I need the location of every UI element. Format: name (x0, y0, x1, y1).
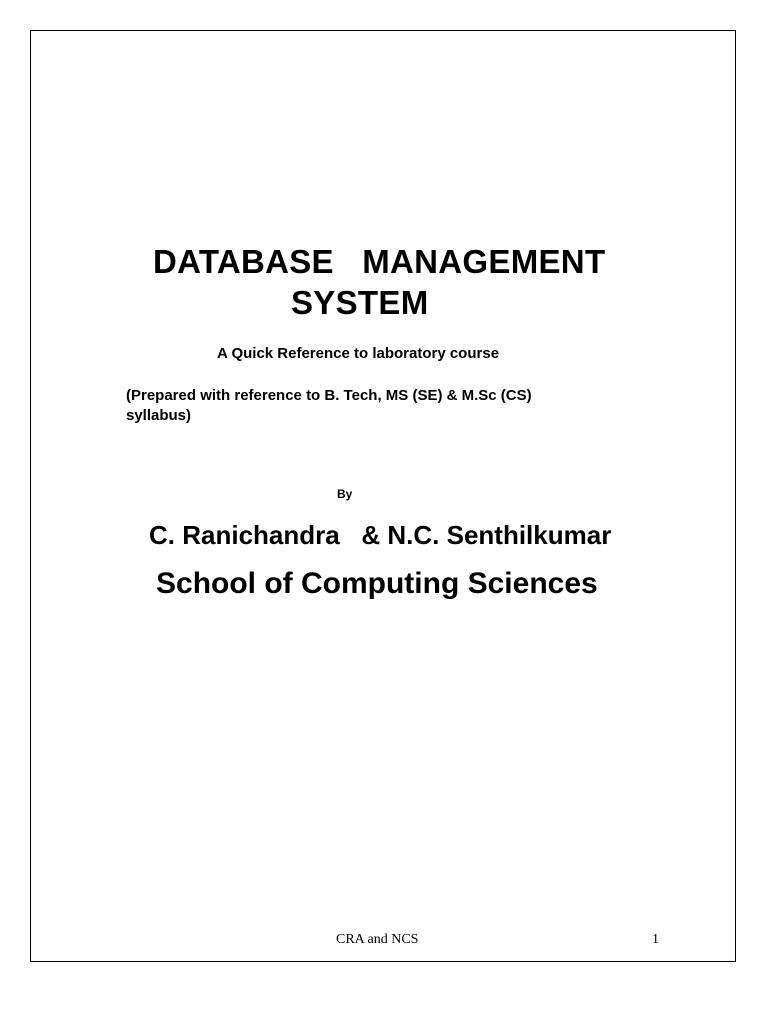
prepared-note-line-1: (Prepared with reference to B. Tech, MS (SE) & M.Sc (CS) (126, 387, 532, 404)
title-line-1: DATABASE MANAGEMENT (153, 243, 606, 280)
subtitle: A Quick Reference to laboratory course (217, 345, 500, 362)
school-name: School of Computing Sciences (156, 567, 598, 600)
footer-text: CRA and NCS (336, 932, 419, 947)
title-line-2: SYSTEM (291, 284, 429, 321)
page-number: 1 (652, 932, 659, 947)
authors: C. Ranichandra & N.C. Senthilkumar (149, 520, 612, 550)
by-label: By (337, 487, 353, 501)
page-border (30, 30, 736, 962)
prepared-note-line-2: syllabus) (126, 407, 192, 424)
